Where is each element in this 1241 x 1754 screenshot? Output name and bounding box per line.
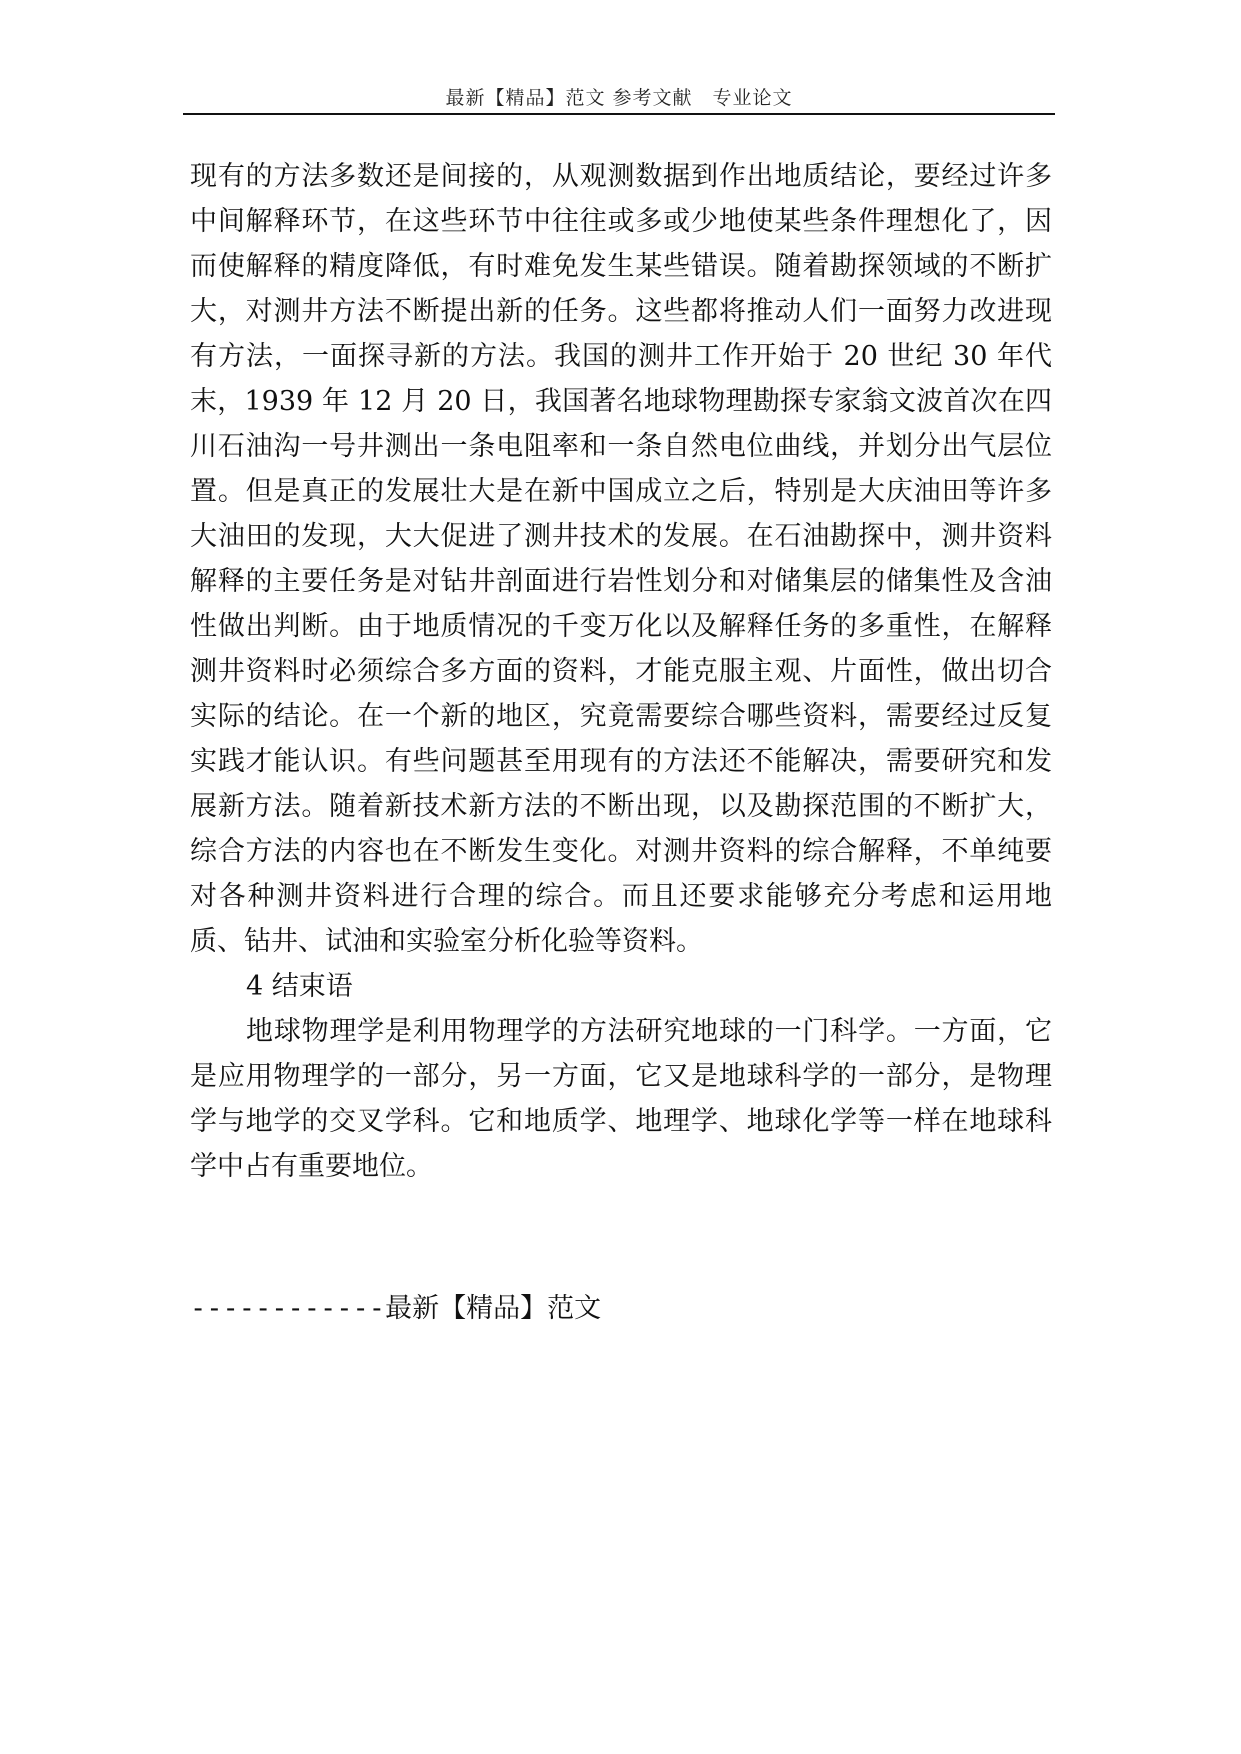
footer-dash-line: ------------ xyxy=(190,1293,386,1324)
body-paragraph-conclusion: 地球物理学是利用物理学的方法研究地球的一门科学。一方面，它是应用物理学的一部分，另一方面，它又是地球科学的一部分，是物理学与地学的交叉学科。它和地质学、地理学、地球化学等一样在地球科学中占有重要地位。 xyxy=(190,1016,1052,1182)
header-divider xyxy=(183,113,1055,115)
page-header: 最新【精品】范文 参考文献 专业论文 xyxy=(445,87,793,109)
document-body xyxy=(190,154,1052,1189)
body-paragraph-logging: 现有的方法多数还是间接的，从观测数据到作出地质结论，要经过许多中间解释环节，在这些环节中往往或多或少地使某些条件理想化了，因而使解释的精度降低，有时难免发生某些错误。随着勘探领域的不断扩大，对测井方法不断提出新的任务。这些都将推动人们一面努力改进现有方法，一面探寻新的方法。我国的测井工作开始于 20 世纪 30 年代末，1939 年 12 月 20 日，我国著名地球物理勘探专家翁文波首次在四川石油沟一号井测出一条电阻率和一条自然电位曲线，并划分出气层位置。但是真正的发展壮大是在新中国成立之后，特别是大庆油田等许多大油田的发现，大大促进了测井技术的发展。在石油勘探中，测井资料解释的主要任务是对钻井剖面进行岩性划分和对储集层的储集性及含油性做出判断。由于地质情况的千变万化以及解释任务的多重性，在解释测井资料时必须综合多方面的资料，才能克服主观、片面性，做出切合实际的结论。在一个新的地区，究竟需要综合哪些资料，需要经过反复实践才能认识。有些问题甚至用现有的方法还不能解决，需要研究和发展新方法。随着新技术新方法的不断出现，以及勘探范围的不断扩大，综合方法的内容也在不断发生变化。对测井资料的综合解释，不单纯要对各种测井资料进行合理的综合。而且还要求能够充分考虑和运用地质、钻井、试油和实验室分析化验等资料。 xyxy=(190,161,1052,957)
footer-label: 最新【精品】范文 xyxy=(385,1293,602,1324)
page-footer xyxy=(190,1289,601,1329)
section-heading-conclusion: 4 结束语 xyxy=(246,971,353,1002)
